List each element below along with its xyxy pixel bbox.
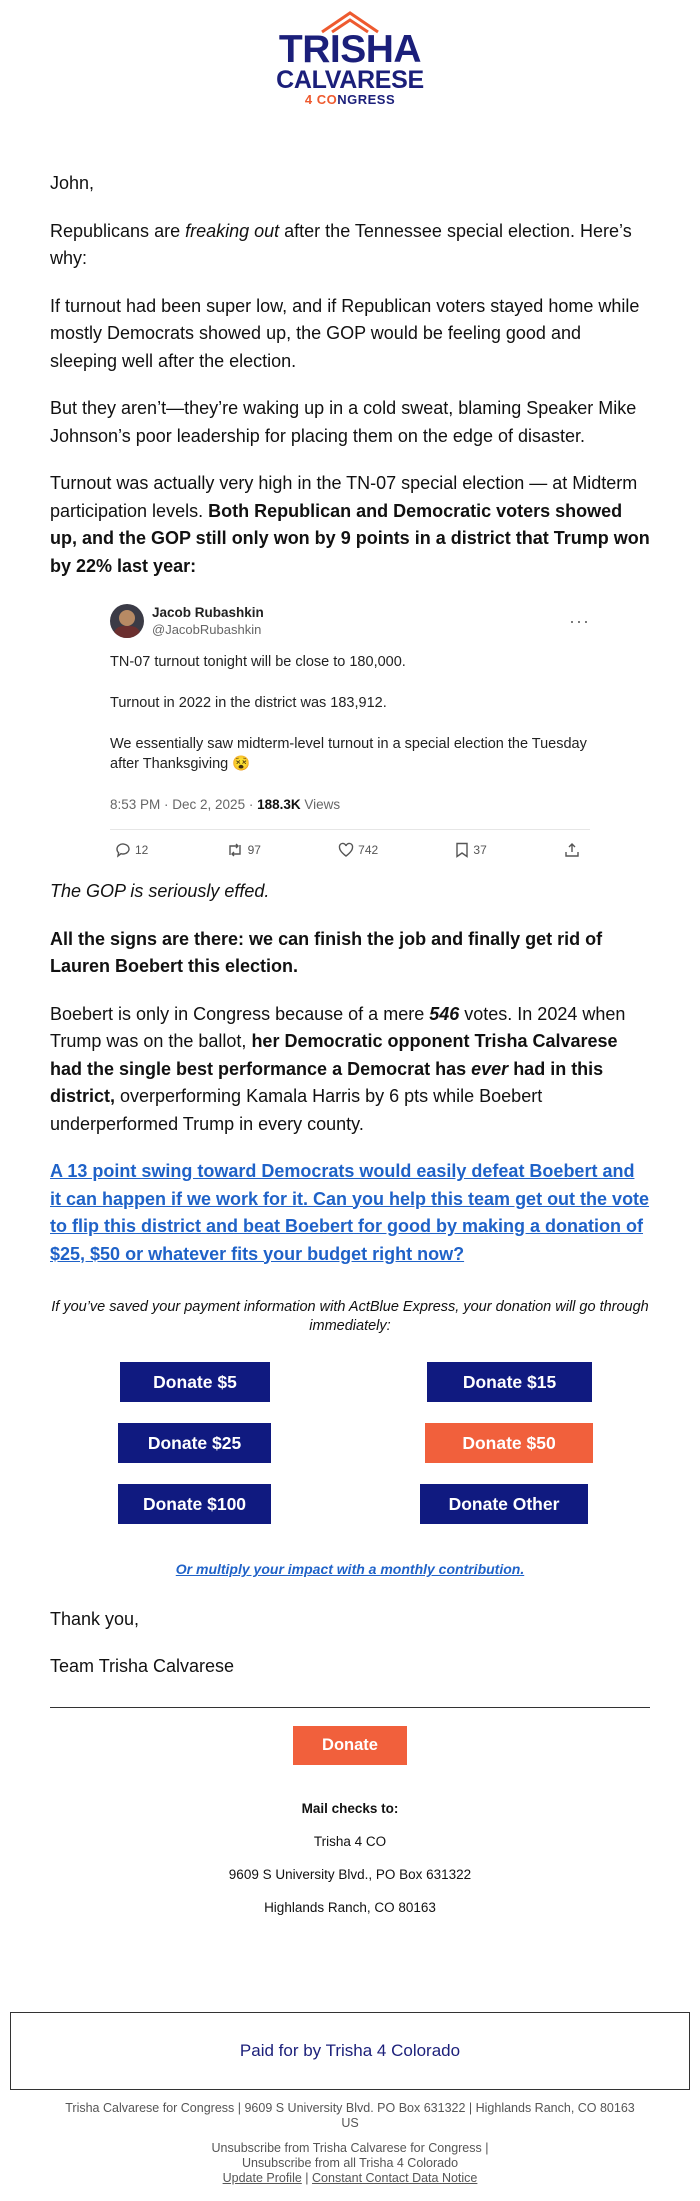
bookmark-action[interactable]: 37 bbox=[455, 840, 486, 860]
avatar bbox=[110, 604, 144, 638]
thank-you: Thank you, bbox=[50, 1608, 140, 1629]
signature: Team Trisha Calvarese bbox=[50, 1656, 235, 1676]
paragraph-6: All the signs are there: we can finish the job and finally get rid of Lauren Boebert this election. bbox=[50, 928, 603, 976]
heart-icon bbox=[338, 842, 354, 858]
donate-15-button[interactable]: Donate $15 bbox=[427, 1362, 592, 1402]
bookmark-icon bbox=[455, 842, 469, 858]
donate-other-button[interactable]: Donate Other bbox=[420, 1484, 588, 1524]
logo-accent: 4 CO bbox=[304, 92, 338, 107]
tweet-meta: 8:53 PM · Dec 2, 2025 · 188.3K Views bbox=[110, 795, 590, 830]
reply-icon bbox=[115, 842, 131, 858]
embedded-tweet[interactable] bbox=[110, 600, 590, 860]
logo-line-congress bbox=[0, 92, 700, 108]
data-notice-link[interactable]: Constant Contact Data Notice bbox=[312, 2171, 478, 2185]
campaign-logo bbox=[0, 10, 700, 110]
paragraph-7: Boebert is only in Congress because of a mere 546 votes. In 2024 when Trump was on the ballot, her Democratic opponent Trisha Calvarese had the single best performance a Democrat has ever had in this district, overperforming Kamala Harris by 6 pts while Boebert underperformed Trump in every county. bbox=[50, 1003, 626, 1134]
greeting: John, bbox=[50, 173, 95, 193]
divider bbox=[50, 1707, 650, 1708]
mail-line-3: Highlands Ranch, CO 80163 bbox=[264, 1899, 436, 1915]
repost-icon bbox=[226, 842, 244, 858]
logo-line-trisha: TRISHA bbox=[278, 28, 422, 71]
repost-action[interactable]: 97 bbox=[226, 840, 261, 860]
bottom-donate-button[interactable]: Donate bbox=[293, 1726, 407, 1765]
tweet-line-2: Turnout in 2022 in the district was 183,912. bbox=[110, 695, 387, 711]
email-body bbox=[50, 170, 650, 1933]
mail-heading: Mail checks to: bbox=[301, 1800, 399, 1816]
mail-line-1: Trisha 4 CO bbox=[313, 1833, 387, 1849]
donate-button-grid bbox=[50, 1362, 650, 1547]
logo-rest: NGRESS bbox=[337, 92, 396, 107]
tweet-author-name: Jacob Rubashkin bbox=[152, 605, 264, 620]
paragraph-1: Republicans are freaking out after the Tennessee special election. Here’s why: bbox=[50, 220, 632, 268]
donate-cta-link[interactable]: A 13 point swing toward Democrats would easily defeat Boebert and it can happen if we work for it. Can you help this team get out the vote to flip this district and beat Boebert for good by making a donation of $25, $50 or whatever fits your budget right now? bbox=[50, 1161, 650, 1264]
mailing-address bbox=[50, 1801, 650, 1916]
tweet-line-1: TN-07 turnout tonight will be close to 180,000. bbox=[110, 654, 406, 670]
share-action[interactable] bbox=[564, 840, 580, 860]
paragraph-cta bbox=[50, 1158, 650, 1268]
logo-line-calvarese: CALVARESE bbox=[276, 66, 424, 94]
tweet-actions bbox=[110, 830, 590, 860]
more-icon[interactable]: ··· bbox=[569, 611, 590, 631]
monthly-paragraph bbox=[50, 1555, 650, 1584]
paragraph-4: Turnout was actually very high in the TN-07 special election — at Midterm participation levels. Both Republican and Democratic voters showed up, and the GOP still only won by 9 points in a district that Trump won by 22% last year: bbox=[50, 473, 650, 576]
donate-5-button[interactable]: Donate $5 bbox=[120, 1362, 270, 1402]
donate-25-button[interactable]: Donate $25 bbox=[118, 1423, 271, 1463]
mail-line-2: 9609 S University Blvd., PO Box 631322 bbox=[228, 1866, 472, 1882]
footer-address: Trisha Calvarese for Congress | 9609 S University Blvd. PO Box 631322 | Highlands Ranch, CO 80163 US bbox=[65, 2101, 635, 2130]
paragraph-2: If turnout had been super low, and if Republican voters stayed home while mostly Democrats showed up, the GOP would be feeling good and sleeping well after the election. bbox=[50, 295, 640, 371]
paid-for-disclaimer: Paid for by Trisha 4 Colorado bbox=[10, 2012, 690, 2090]
paragraph-5: The GOP is seriously effed. bbox=[50, 881, 270, 901]
donate-100-button[interactable]: Donate $100 bbox=[118, 1484, 271, 1524]
share-icon bbox=[564, 842, 580, 858]
paragraph-3: But they aren’t—they’re waking up in a cold sweat, blaming Speaker Mike Johnson’s poor leadership for placing them on the edge of disaster. bbox=[50, 398, 637, 446]
actblue-express-note: If you’ve saved your payment information with ActBlue Express, your donation will go through immediately: bbox=[51, 1299, 649, 1334]
footer-links: Unsubscribe from Trisha Calvarese for Congress | Unsubscribe from all Trisha 4 Colorado Update Profile | Constant Contact Data Notice bbox=[211, 2141, 489, 2185]
tweet-author-handle: @JacobRubashkin bbox=[152, 622, 262, 637]
like-action[interactable]: 742 bbox=[338, 840, 378, 860]
reply-action[interactable]: 12 bbox=[115, 840, 148, 860]
unsubscribe-all-link[interactable]: Unsubscribe from all Trisha 4 Colorado bbox=[241, 2156, 459, 2170]
donate-50-button[interactable]: Donate $50 bbox=[425, 1423, 593, 1463]
unsubscribe-link[interactable]: Unsubscribe from Trisha Calvarese for Congress | bbox=[211, 2141, 489, 2155]
update-profile-link[interactable]: Update Profile bbox=[222, 2171, 302, 2185]
monthly-contribution-link[interactable]: Or multiply your impact with a monthly contribution. bbox=[175, 1561, 525, 1577]
tweet-header bbox=[110, 600, 590, 642]
tweet-line-3: We essentially saw midterm-level turnout in a special election the Tuesday after Thanksgiving 😵 bbox=[110, 736, 587, 772]
